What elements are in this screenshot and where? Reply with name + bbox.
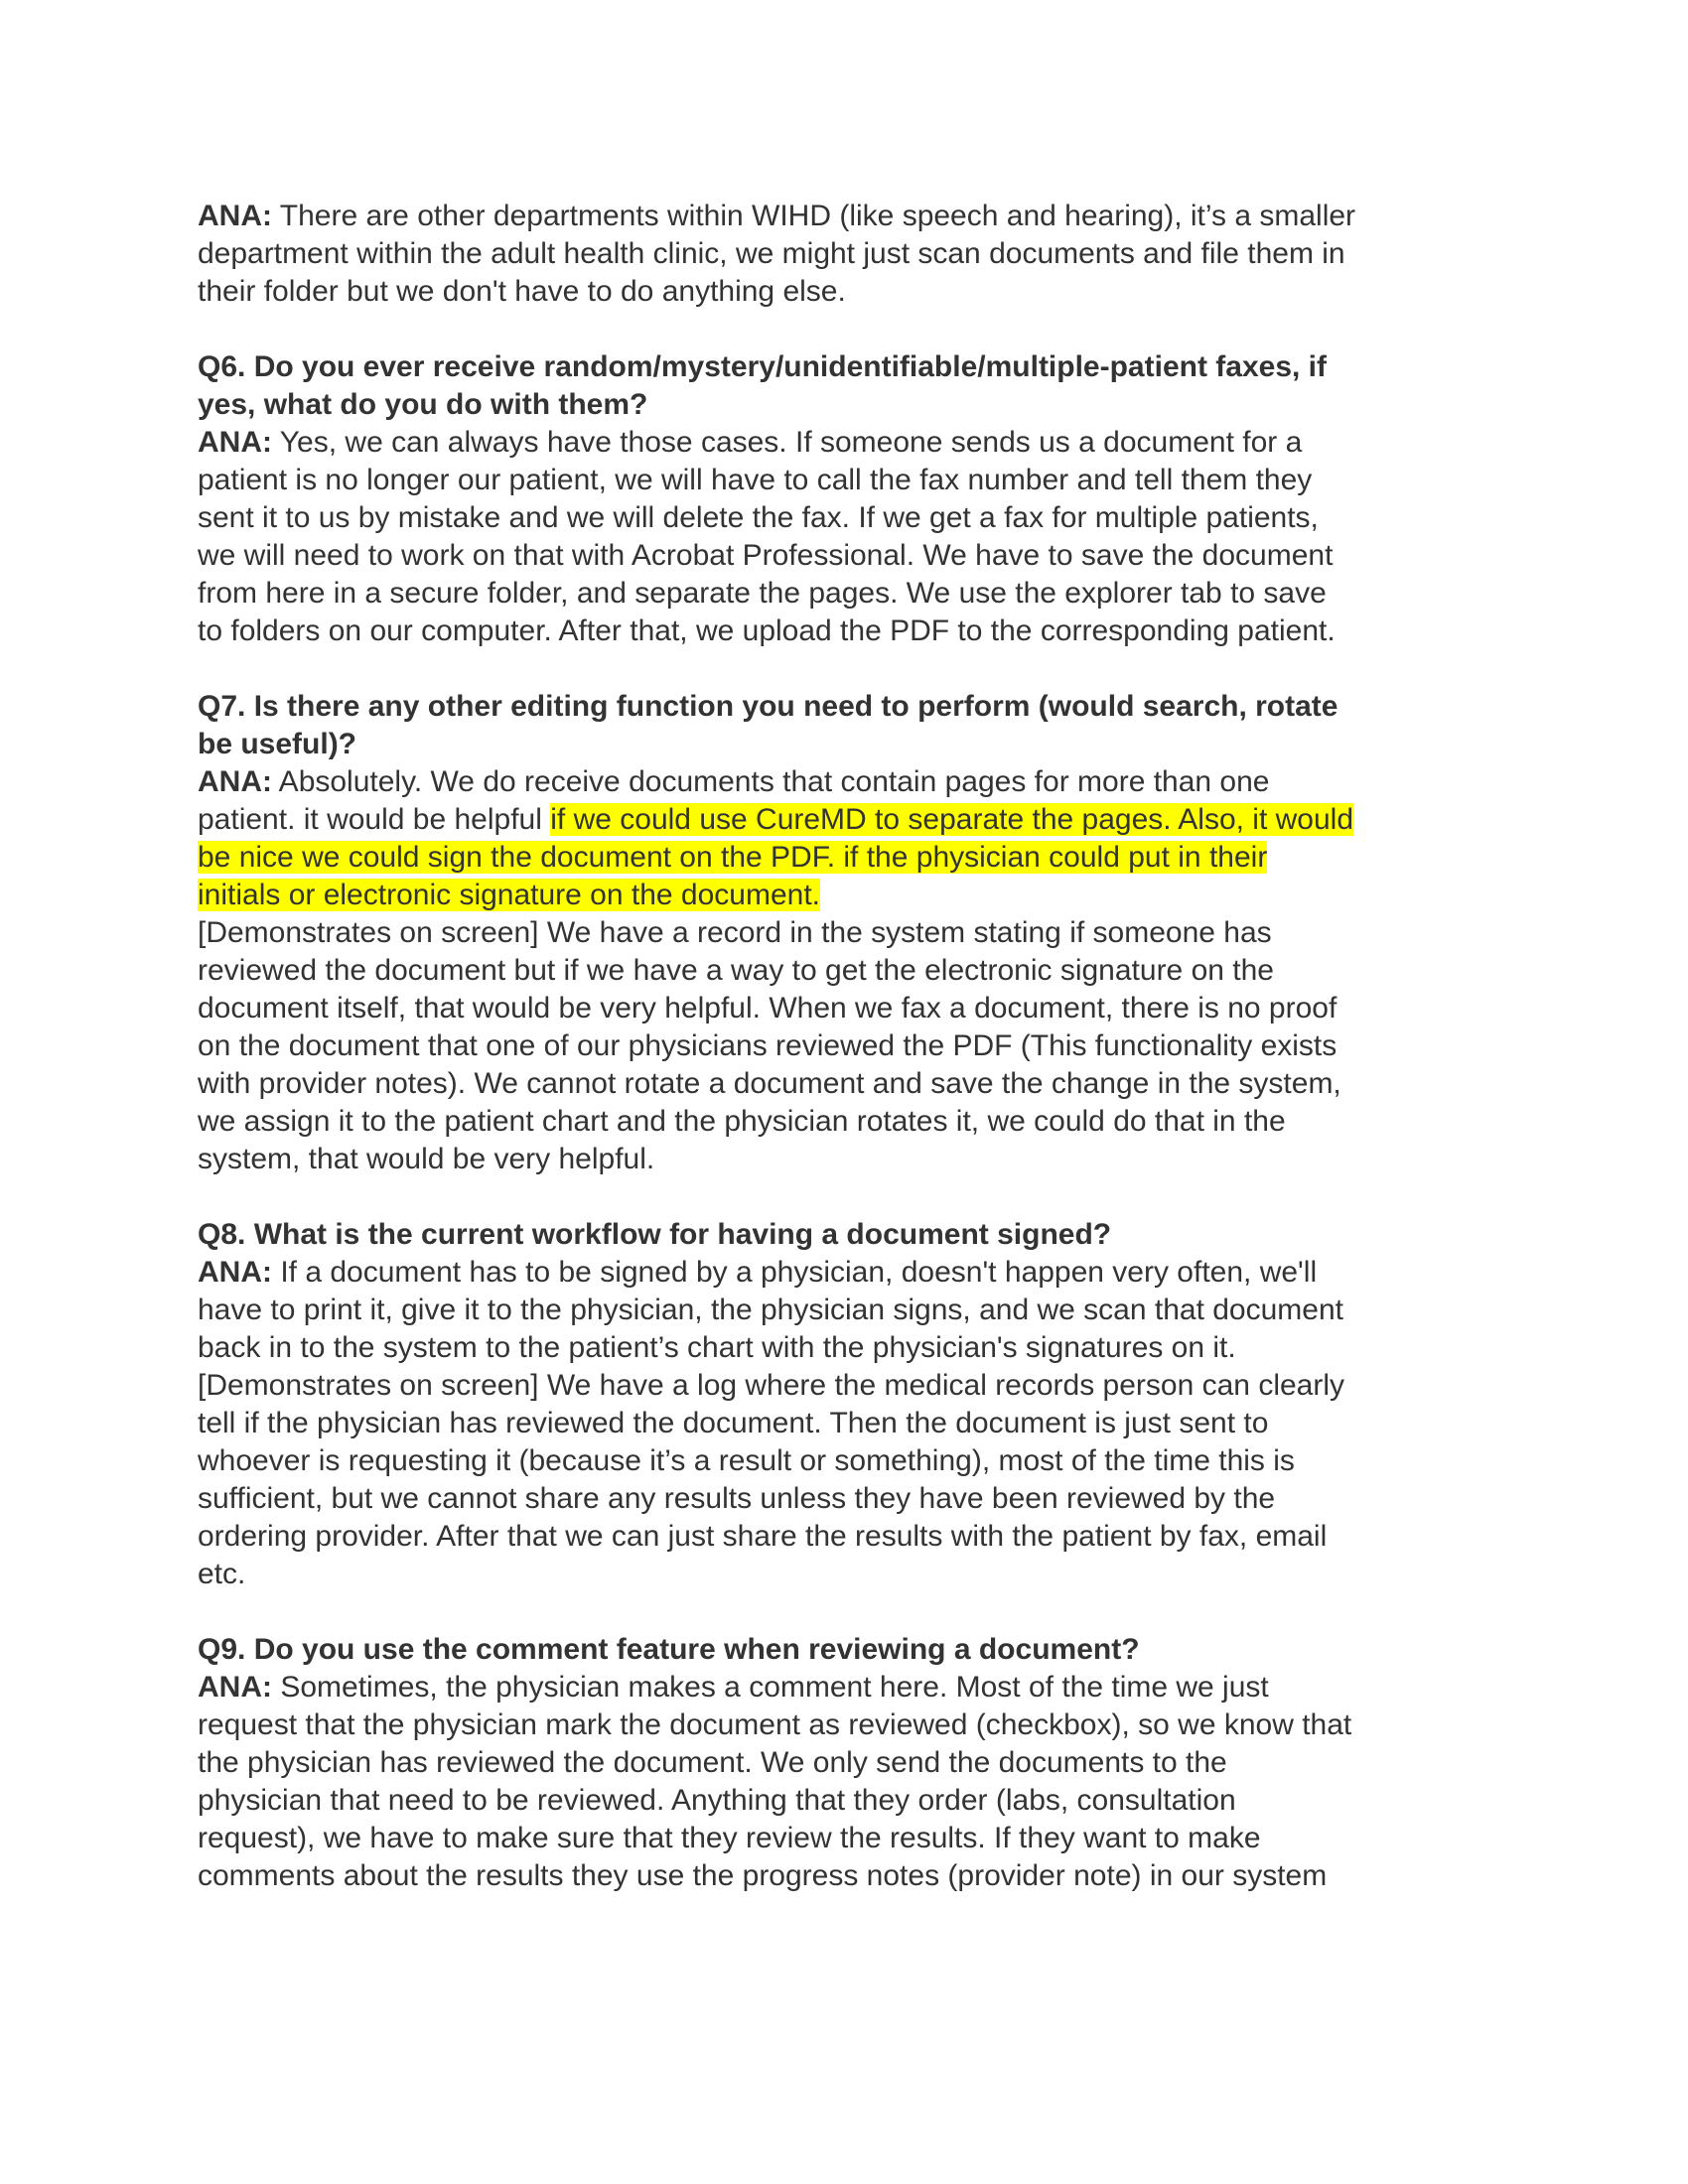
answer-text: There are other departments within WIHD (like speech and hearing), it’s a smaller: [272, 200, 1356, 232]
answer-text: to folders on our computer. After that, we upload the PDF to the corresponding patient.: [198, 614, 1336, 647]
text-line: [198, 1706, 1508, 1744]
text-line: [198, 273, 1508, 311]
text-line: [198, 1820, 1508, 1857]
answer-text: patient is no longer our patient, we will have to call the fax number and tell them they: [198, 464, 1313, 496]
answer-text: system, that would be very helpful.: [198, 1143, 655, 1175]
answer-text: [Demonstrates on screen] We have a log where the medical records person can clearly: [198, 1369, 1345, 1402]
text-line: [198, 726, 1508, 763]
text-line: [198, 839, 1508, 877]
text-line: [198, 1292, 1508, 1329]
text-line: [198, 198, 1508, 235]
text-line: [198, 1103, 1508, 1141]
text-line: [198, 424, 1508, 462]
answer-text: we will need to work on that with Acrobat Professional. We have to save the document: [198, 539, 1334, 572]
text-line: [198, 952, 1508, 990]
text-line: [198, 688, 1508, 726]
document-page: [198, 198, 1508, 1895]
answer-text: whoever is requesting it (because it’s a result or something), most of the time this is: [198, 1444, 1295, 1477]
text-line: [198, 1367, 1508, 1405]
answer-text: patient. it would be helpful: [198, 803, 551, 836]
speaker-label: ANA:: [198, 1671, 272, 1704]
highlighted-text: initials or electronic signature on the document.: [198, 879, 821, 911]
qa-section: [198, 688, 1508, 1178]
text-line: [198, 877, 1508, 914]
answer-text: Sometimes, the physician makes a comment here. Most of the time we just: [272, 1671, 1269, 1704]
answer-text: their folder but we don't have to do anything else.: [198, 275, 846, 308]
paragraph-spacer: [198, 1178, 1508, 1216]
text-line: [198, 1744, 1508, 1782]
speaker-label: ANA:: [198, 200, 272, 232]
answer-text: tell if the physician has reviewed the document. Then the document is just sent to: [198, 1407, 1269, 1439]
answer-text: Yes, we can always have those cases. If someone sends us a document for a: [272, 426, 1303, 459]
text-line: [198, 613, 1508, 650]
speaker-label: yes, what do you do with them?: [198, 388, 648, 421]
text-line: [198, 990, 1508, 1027]
answer-text: department within the adult health clinic, we might just scan documents and file them in: [198, 237, 1345, 270]
answer-text: sufficient, but we cannot share any results unless they have been reviewed by the: [198, 1482, 1276, 1515]
answer-text: back in to the system to the patient’s chart with the physician's signatures on it.: [198, 1331, 1236, 1364]
answer-text: reviewed the document but if we have a way to get the electronic signature on the: [198, 954, 1274, 987]
answer-text: [Demonstrates on screen] We have a record in the system stating if someone has: [198, 916, 1272, 949]
text-line: [198, 1556, 1508, 1593]
text-line: [198, 1480, 1508, 1518]
text-line: [198, 1027, 1508, 1065]
text-line: [198, 801, 1508, 839]
answer-text: on the document that one of our physicians reviewed the PDF (This functionality exists: [198, 1029, 1337, 1062]
answer-text: from here in a secure folder, and separate the pages. We use the explorer tab to save: [198, 577, 1327, 610]
speaker-label: ANA:: [198, 1256, 272, 1289]
answer-text: the physician has reviewed the document. We only send the documents to the: [198, 1746, 1227, 1779]
answer-text: ordering provider. After that we can just share the results with the patient by fax, email: [198, 1520, 1328, 1553]
text-line: [198, 1782, 1508, 1820]
answer-continuation: [198, 198, 1508, 311]
paragraph-spacer: [198, 311, 1508, 348]
answer-text: request that the physician mark the document as reviewed (checkbox), so we know that: [198, 1708, 1352, 1741]
answer-text: document itself, that would be very helpful. When we fax a document, there is no proof: [198, 992, 1337, 1024]
qa-section: [198, 1216, 1508, 1593]
question-text: Q9. Do you use the comment feature when reviewing a document?: [198, 1633, 1140, 1666]
text-line: [198, 1216, 1508, 1254]
text-line: [198, 1442, 1508, 1480]
text-line: [198, 235, 1508, 273]
text-line: [198, 1518, 1508, 1556]
answer-text: If a document has to be signed by a physician, doesn't happen very often, we'll: [272, 1256, 1318, 1289]
paragraph-spacer: [198, 650, 1508, 688]
text-line: [198, 1141, 1508, 1178]
text-line: [198, 1857, 1508, 1895]
text-line: [198, 1065, 1508, 1103]
text-line: [198, 763, 1508, 801]
answer-text: with provider notes). We cannot rotate a document and save the change in the system,: [198, 1067, 1341, 1100]
text-line: [198, 1405, 1508, 1442]
question-text: Q8. What is the current workflow for having a document signed?: [198, 1218, 1112, 1251]
text-line: [198, 537, 1508, 575]
highlighted-text: if we could use CureMD to separate the pages. Also, it would: [550, 803, 1354, 836]
question-text: Q7. Is there any other editing function you need to perform (would search, rotate: [198, 690, 1338, 723]
answer-text: sent it to us by mistake and we will delete the fax. If we get a fax for multiple patients,: [198, 501, 1319, 534]
speaker-label: ANA:: [198, 426, 272, 459]
text-line: [198, 1254, 1508, 1292]
text-line: [198, 575, 1508, 613]
answer-text: Absolutely. We do receive documents that contain pages for more than one: [272, 765, 1270, 798]
answer-text: have to print it, give it to the physician, the physician signs, and we scan that document: [198, 1294, 1343, 1326]
text-line: [198, 499, 1508, 537]
answer-text: we assign it to the patient chart and the physician rotates it, we could do that in the: [198, 1105, 1286, 1138]
answer-text: comments about the results they use the progress notes (provider note) in our system: [198, 1859, 1328, 1892]
answer-text: physician that need to be reviewed. Anything that they order (labs, consultation: [198, 1784, 1236, 1817]
qa-section: [198, 348, 1508, 650]
text-line: [198, 348, 1508, 386]
speaker-label: be useful)?: [198, 728, 357, 760]
answer-text: request), we have to make sure that they review the results. If they want to make: [198, 1822, 1261, 1854]
text-line: [198, 462, 1508, 499]
text-line: [198, 1329, 1508, 1367]
highlighted-text: be nice we could sign the document on the PDF. if the physician could put in their: [198, 841, 1268, 874]
text-line: [198, 1669, 1508, 1706]
question-text: Q6. Do you ever receive random/mystery/unidentifiable/multiple-patient faxes, if: [198, 350, 1327, 383]
paragraph-spacer: [198, 1593, 1508, 1631]
text-line: [198, 1631, 1508, 1669]
text-line: [198, 914, 1508, 952]
speaker-label: ANA:: [198, 765, 272, 798]
text-line: [198, 386, 1508, 424]
qa-section: [198, 1631, 1508, 1895]
answer-text: etc.: [198, 1558, 246, 1590]
